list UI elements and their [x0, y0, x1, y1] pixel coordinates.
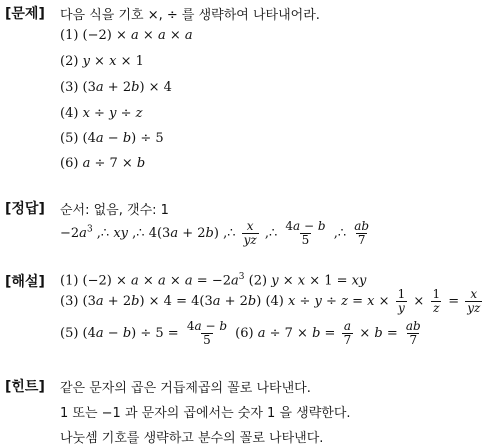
hint-label: [힌트]: [5, 379, 45, 395]
problem-item-4: (4) x ÷ y ÷ z: [60, 106, 143, 121]
hint-line-1: 같은 문자의 곱은 거듭제곱의 꼴로 나타낸다.: [60, 381, 311, 396]
answer-label: [정답]: [5, 201, 45, 217]
hint-line-2: 1 또는 −1 과 문자의 곱에서는 숫자 1 을 생략한다.: [60, 406, 351, 421]
explanation-line-3: (5) (4a − b) ÷ 5 = $\frac{4a - b}{5}$ (6) a ÷ 7 × b = $\frac{a}{7}$ × b = $\frac{ab}{7}$: [60, 319, 421, 347]
problem-item-2: (2) y × x × 1: [60, 54, 144, 69]
hint-line-3: 나눗셈 기호를 생략하고 분수의 꼴로 나타낸다.: [60, 431, 324, 446]
problem-item-6: (6) a ÷ 7 × b: [60, 156, 146, 171]
problem-instruction: 다음 식을 기호 ×, ÷ 를 생략하여 나타내어라.: [60, 8, 320, 23]
problem-item-1: (1) (−2) × a × a × a: [60, 28, 193, 43]
problem-label: [문제]: [5, 6, 45, 22]
problem-item-5: (5) (4a − b) ÷ 5: [60, 131, 164, 146]
explanation-line-2: (3) (3a + 2b) × 4 = 4(3a + 2b) (4) x ÷ y ÷ z = x × $\frac{1}{y}$ × $\frac{1}{z}$ = $\frac{x}{yz}$: [60, 287, 481, 315]
answer-values: $-2a^3$ ,∴ xy ,∴ 4(3a + 2b) ,∴ $\frac{x}{yz}$ ,∴ $\frac{4a - b}{5}$ ,∴ $\frac{ab}{7}$: [60, 219, 370, 247]
problem-item-3: (3) (3a + 2b) × 4: [60, 80, 172, 95]
explanation-label: [해설]: [5, 274, 45, 290]
answer-summary: 순서: 없음, 갯수: 1: [60, 203, 169, 218]
explanation-line-1: (1) $(-2) \times a \times a \times a = -2a^3$ (2) y × x × 1 = xy: [60, 272, 367, 289]
